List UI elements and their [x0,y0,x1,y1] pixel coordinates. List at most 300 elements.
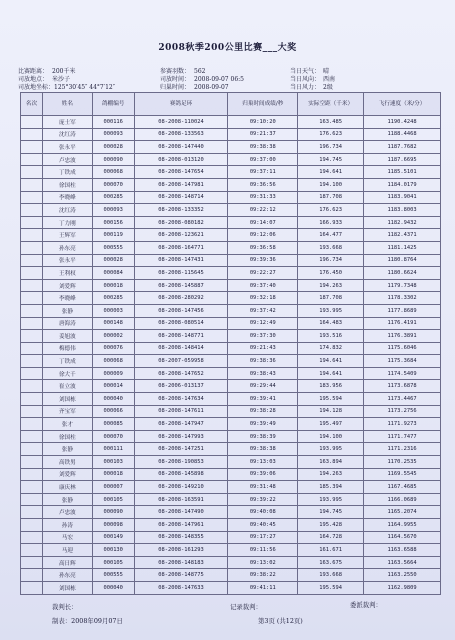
cell-rank [21,330,43,343]
table-row [21,241,441,254]
cell-name: 刘爱辉 [42,279,92,292]
cell-ring: 08-2008-164771 [134,241,228,254]
cell-loft-id: 000105 [92,556,134,569]
cell-ring: 08-2008-080514 [134,317,228,330]
release-place-value: 米沙子 [52,76,71,83]
recorder-label: 记录裁判： [230,603,262,611]
weather-value: 晴 [323,68,330,75]
cell-arrival: 09:12:06 [228,229,298,242]
cell-arrival: 09:39:22 [228,493,298,506]
cell-rank [21,493,43,506]
cell-speed: 1185.5101 [364,166,441,179]
cell-distance: 164.728 [298,531,364,544]
table-row [21,267,441,280]
table-row [21,204,441,217]
cell-name: 孙涛 [42,519,92,532]
table-row [21,254,441,267]
cell-arrival: 09:39:06 [228,468,298,481]
return-time-label: 归巢时间： [160,84,191,91]
cell-arrival: 09:38:38 [228,141,298,154]
cell-name: 高日辉 [42,556,92,569]
cell-arrival: 09:38:38 [228,443,298,456]
cell-distance: 174.832 [298,342,364,355]
cell-rank [21,241,43,254]
table-row [21,443,441,456]
cell-speed: 1188.4468 [364,128,441,141]
cell-loft-id: 000090 [92,153,134,166]
cell-rank [21,443,43,456]
cell-rank [21,254,43,267]
cell-distance: 166.933 [298,216,364,229]
cell-name: 丁力刚 [42,216,92,229]
cell-arrival: 09:17:27 [228,531,298,544]
cell-name: 刘爱辉 [42,468,92,481]
table-row [21,216,441,229]
cell-rank [21,355,43,368]
cell-rank [21,556,43,569]
cell-speed: 1166.0689 [364,493,441,506]
cell-arrival: 09:31:33 [228,191,298,204]
table-row [21,229,441,242]
table-row [21,569,441,582]
header-speed: 飞行速度（米/分） [364,93,441,116]
table-header-row [21,93,441,116]
cell-ring: 08-2008-115645 [134,267,228,280]
cell-rank [21,153,43,166]
cell-loft-id: 000093 [92,128,134,141]
cell-speed: 1180.8764 [364,254,441,267]
coords-value: 125°30′45″ 44°7′12″ [54,84,115,91]
cell-name: 崔立波 [42,380,92,393]
table-date: 制表：2008年09月07日 [52,617,123,625]
cell-ring: 08-2008-148771 [134,330,228,343]
cell-name: 沈红涛 [42,128,92,141]
cell-speed: 1170.2535 [364,456,441,469]
cell-name: 姜旭波 [42,330,92,343]
cell-distance: 195.594 [298,393,364,406]
cell-loft-id: 000076 [92,342,134,355]
return-time-value: 2008-09-07 [194,84,229,91]
cell-name: 李晓峰 [42,191,92,204]
cell-rank [21,229,43,242]
cell-ring: 08-2008-133563 [134,128,228,141]
cell-ring: 08-2008-147431 [134,254,228,267]
cell-ring: 08-2007-059958 [134,355,228,368]
cell-loft-id: 000103 [92,456,134,469]
cell-ring: 08-2008-123621 [134,229,228,242]
cell-loft-id: 000285 [92,191,134,204]
cell-name: 刘国栋 [42,393,92,406]
wind-dir-label: 当日风向： [290,76,321,83]
cell-speed: 1183.9041 [364,191,441,204]
cell-speed: 1182.9432 [364,216,441,229]
cell-arrival: 09:32:18 [228,292,298,305]
cell-arrival: 09:39:41 [228,393,298,406]
cell-name: 卢忠波 [42,153,92,166]
cell-ring: 08-2008-147490 [134,506,228,519]
cell-speed: 1173.2756 [364,405,441,418]
cell-rank [21,456,43,469]
cell-speed: 1175.6046 [364,342,441,355]
cell-loft-id: 000555 [92,569,134,582]
table-row [21,116,441,129]
cell-arrival: 09:12:49 [228,317,298,330]
cell-arrival: 09:39:36 [228,254,298,267]
cell-ring: 08-2008-148414 [134,342,228,355]
cell-distance: 183.956 [298,380,364,393]
cell-distance: 176.623 [298,204,364,217]
cell-name: 孙东亮 [42,241,92,254]
cell-speed: 1183.8003 [364,204,441,217]
cell-rank [21,468,43,481]
cell-rank [21,581,43,594]
cell-distance: 196.734 [298,141,364,154]
cell-rank [21,141,43,154]
cell-loft-id: 000040 [92,581,134,594]
cell-rank [21,204,43,217]
cell-speed: 1173.4467 [364,393,441,406]
cell-rank [21,393,43,406]
release-place-label: 司放地点： [18,76,49,83]
cell-rank [21,380,43,393]
cell-loft-id: 000093 [92,204,134,217]
cell-name: 张静 [42,304,92,317]
cell-arrival: 09:31:48 [228,481,298,494]
cell-distance: 161.671 [298,544,364,557]
cell-ring: 08-2008-147961 [134,519,228,532]
cell-name: 丁铁成 [42,355,92,368]
cell-ring: 08-2008-147652 [134,367,228,380]
cell-name: 张永平 [42,141,92,154]
cell-name: 卢忠波 [42,506,92,519]
table-row [21,393,441,406]
header-ring: 赛鸽足环 [134,93,228,116]
cell-name: 孙东亮 [42,569,92,582]
wind-force-label: 当日风力： [290,84,321,91]
cell-distance: 194.641 [298,355,364,368]
header-arrival: 归巢时间成绩/秒 [228,93,298,116]
cell-distance: 195.594 [298,581,364,594]
cell-name: 沈红涛 [42,204,92,217]
cell-speed: 1184.0179 [364,178,441,191]
cell-rank [21,569,43,582]
cell-loft-id: 000070 [92,178,134,191]
cell-name: 唐海涛 [42,317,92,330]
results-table [20,92,441,595]
cell-speed: 1162.9809 [364,581,441,594]
table-row [21,317,441,330]
cell-distance: 193.995 [298,443,364,456]
cell-distance: 193.995 [298,493,364,506]
cell-loft-id: 000555 [92,241,134,254]
cell-ring: 08-2008-147456 [134,304,228,317]
cell-speed: 1163.2550 [364,569,441,582]
cell-speed: 1187.6695 [364,153,441,166]
header-name: 姓名 [42,93,92,116]
table-row [21,367,441,380]
cell-distance: 176.623 [298,128,364,141]
cell-rank [21,418,43,431]
cell-loft-id: 000285 [92,292,134,305]
cell-speed: 1165.2074 [364,506,441,519]
cell-ring: 08-2008-013120 [134,153,228,166]
table-row [21,544,441,557]
table-row [21,531,441,544]
cell-distance: 194.745 [298,506,364,519]
cell-name: 徐大千 [42,367,92,380]
cell-speed: 1180.6624 [364,267,441,280]
cell-loft-id: 000116 [92,116,134,129]
cell-ring: 08-2008-161293 [134,544,228,557]
cell-name: 王辉军 [42,229,92,242]
cell-loft-id: 000007 [92,481,134,494]
cell-arrival: 09:38:39 [228,430,298,443]
cell-speed: 1171.2316 [364,443,441,456]
cell-name: 张才 [42,418,92,431]
cell-rank [21,216,43,229]
table-row [21,178,441,191]
cell-distance: 194.100 [298,178,364,191]
cell-arrival: 09:38:28 [228,405,298,418]
cell-ring: 08-2008-147947 [134,418,228,431]
cell-ring: 08-2008-133352 [134,204,228,217]
referee-label: 裁判长： [52,603,78,611]
table-row [21,418,441,431]
cell-ring: 08-2008-147993 [134,430,228,443]
header-loft-id: 鸽棚编号 [92,93,134,116]
cell-loft-id: 000009 [92,367,134,380]
cell-speed: 1182.4371 [364,229,441,242]
race-info-right [290,68,335,92]
cell-rank [21,367,43,380]
cell-speed: 1176.3891 [364,330,441,343]
cell-loft-id: 000014 [92,380,134,393]
cell-distance: 164.477 [298,229,364,242]
cell-speed: 1171.7477 [364,430,441,443]
cell-distance: 193.995 [298,304,364,317]
cell-arrival: 09:38:36 [228,355,298,368]
cell-distance: 164.483 [298,317,364,330]
cell-distance: 195.497 [298,418,364,431]
cell-name: 康庆林 [42,481,92,494]
cell-arrival: 09:37:30 [228,330,298,343]
cell-distance: 196.734 [298,254,364,267]
cell-ring: 08-2008-147440 [134,141,228,154]
cell-arrival: 09:40:45 [228,519,298,532]
cell-speed: 1163.5664 [364,556,441,569]
cell-loft-id: 000090 [92,506,134,519]
cell-ring: 08-2008-147611 [134,405,228,418]
cell-loft-id: 000111 [92,443,134,456]
cell-arrival: 09:22:12 [228,204,298,217]
header-rank: 名次 [21,93,43,116]
cell-speed: 1181.1425 [364,241,441,254]
coords-label: 司放地坐标： [18,84,55,91]
cell-arrival: 09:21:37 [228,128,298,141]
cell-distance: 194.100 [298,430,364,443]
cell-rank [21,430,43,443]
race-distance-label: 比赛距离： [18,68,49,75]
cell-loft-id: 000085 [92,418,134,431]
table-row [21,141,441,154]
cell-rank [21,342,43,355]
cell-distance: 194.641 [298,367,364,380]
table-row [21,581,441,594]
cell-ring: 08-2008-148775 [134,569,228,582]
cell-arrival: 09:41:11 [228,581,298,594]
cell-ring: 08-2008-163591 [134,493,228,506]
cell-loft-id: 000070 [92,430,134,443]
table-row [21,330,441,343]
cell-speed: 1177.8689 [364,304,441,317]
cell-loft-id: 000149 [92,531,134,544]
cell-speed: 1169.5545 [364,468,441,481]
table-row [21,292,441,305]
cell-ring: 08-2008-080182 [134,216,228,229]
table-row [21,355,441,368]
cell-distance: 194.263 [298,279,364,292]
cell-rank [21,304,43,317]
cell-name: 梅德伟 [42,342,92,355]
cell-arrival: 09:36:58 [228,241,298,254]
cell-distance: 185.394 [298,481,364,494]
cell-loft-id: 000068 [92,166,134,179]
cell-loft-id: 000148 [92,317,134,330]
cell-name: 丁铁成 [42,166,92,179]
cell-name: 王利权 [42,267,92,280]
cell-arrival: 09:21:43 [228,342,298,355]
cell-name: 马迎 [42,544,92,557]
cell-speed: 1187.7682 [364,141,441,154]
cell-ring: 08-2008-148714 [134,191,228,204]
race-info-middle [160,68,244,92]
cell-rank [21,531,43,544]
weather-label: 当日天气： [290,68,321,75]
cell-loft-id: 000018 [92,279,134,292]
cell-distance: 187.708 [298,292,364,305]
cell-distance: 163.485 [298,116,364,129]
cell-loft-id: 000018 [92,468,134,481]
cell-loft-id: 000066 [92,405,134,418]
cell-name: 徐国柱 [42,430,92,443]
cell-distance: 194.641 [298,166,364,179]
cell-rank [21,481,43,494]
cell-arrival: 09:40:08 [228,506,298,519]
cell-distance: 163.894 [298,456,364,469]
cell-arrival: 09:29:44 [228,380,298,393]
cell-loft-id: 000130 [92,544,134,557]
table-row [21,405,441,418]
cell-name: 高铁男 [42,456,92,469]
table-row [21,380,441,393]
cell-arrival: 09:22:27 [228,267,298,280]
cell-arrival: 09:39:49 [228,418,298,431]
cell-speed: 1164.5670 [364,531,441,544]
table-row [21,481,441,494]
release-time-label: 司放时间： [160,76,191,83]
cell-distance: 163.675 [298,556,364,569]
table-row [21,519,441,532]
cell-ring: 08-2008-145887 [134,279,228,292]
cell-speed: 1190.4248 [364,116,441,129]
cell-loft-id: 000002 [92,330,134,343]
cell-loft-id: 000028 [92,254,134,267]
page-number: 第3页 (共12页) [258,617,303,625]
table-row [21,506,441,519]
cell-arrival: 09:37:11 [228,166,298,179]
committee-label: 委派裁判： [350,601,382,609]
cell-ring: 08-2008-147633 [134,581,228,594]
cell-speed: 1176.4191 [364,317,441,330]
cell-speed: 1173.6878 [364,380,441,393]
cell-ring: 08-2006-013137 [134,380,228,393]
cell-rank [21,191,43,204]
cell-distance: 194.263 [298,468,364,481]
cell-rank [21,267,43,280]
cell-speed: 1175.3684 [364,355,441,368]
cell-distance: 194.128 [298,405,364,418]
table-row [21,456,441,469]
cell-rank [21,506,43,519]
cell-loft-id: 000098 [92,519,134,532]
cell-arrival: 09:11:56 [228,544,298,557]
cell-name: 庞士军 [42,116,92,129]
cell-ring: 08-2008-190853 [134,456,228,469]
wind-dir-value: 西南 [323,76,336,83]
cell-rank [21,292,43,305]
cell-distance: 193.516 [298,330,364,343]
page-title: 2008秋季200公里比赛___大奖 [158,43,297,53]
race-distance-value: 200千米 [52,68,76,75]
cell-distance: 195.428 [298,519,364,532]
cell-speed: 1167.4685 [364,481,441,494]
cell-distance: 194.745 [298,153,364,166]
cell-rank [21,279,43,292]
table-row [21,279,441,292]
cell-arrival: 09:37:00 [228,153,298,166]
cell-ring: 08-2008-147251 [134,443,228,456]
cell-arrival: 09:38:43 [228,367,298,380]
cell-ring: 08-2008-149210 [134,481,228,494]
cell-rank [21,116,43,129]
cell-name: 张静 [42,443,92,456]
cell-arrival: 09:37:40 [228,279,298,292]
table-row [21,468,441,481]
cell-speed: 1179.7348 [364,279,441,292]
race-info-left [18,68,115,92]
table-row [21,191,441,204]
cell-arrival: 09:38:22 [228,569,298,582]
cell-ring: 08-2008-145898 [134,468,228,481]
cell-rank [21,519,43,532]
cell-arrival: 09:13:02 [228,556,298,569]
cell-ring: 08-2008-147654 [134,166,228,179]
cell-rank [21,405,43,418]
cell-name: 马宏 [42,531,92,544]
table-row [21,304,441,317]
table-row [21,153,441,166]
cell-ring: 08-2008-148355 [134,531,228,544]
cell-loft-id: 000105 [92,493,134,506]
cell-name: 齐宝军 [42,405,92,418]
cell-ring: 08-2008-147634 [134,393,228,406]
entries-value: 562 [194,68,206,75]
cell-distance: 193.668 [298,569,364,582]
cell-rank [21,544,43,557]
cell-arrival: 09:13:03 [228,456,298,469]
cell-rank [21,128,43,141]
cell-name: 刘国栋 [42,581,92,594]
